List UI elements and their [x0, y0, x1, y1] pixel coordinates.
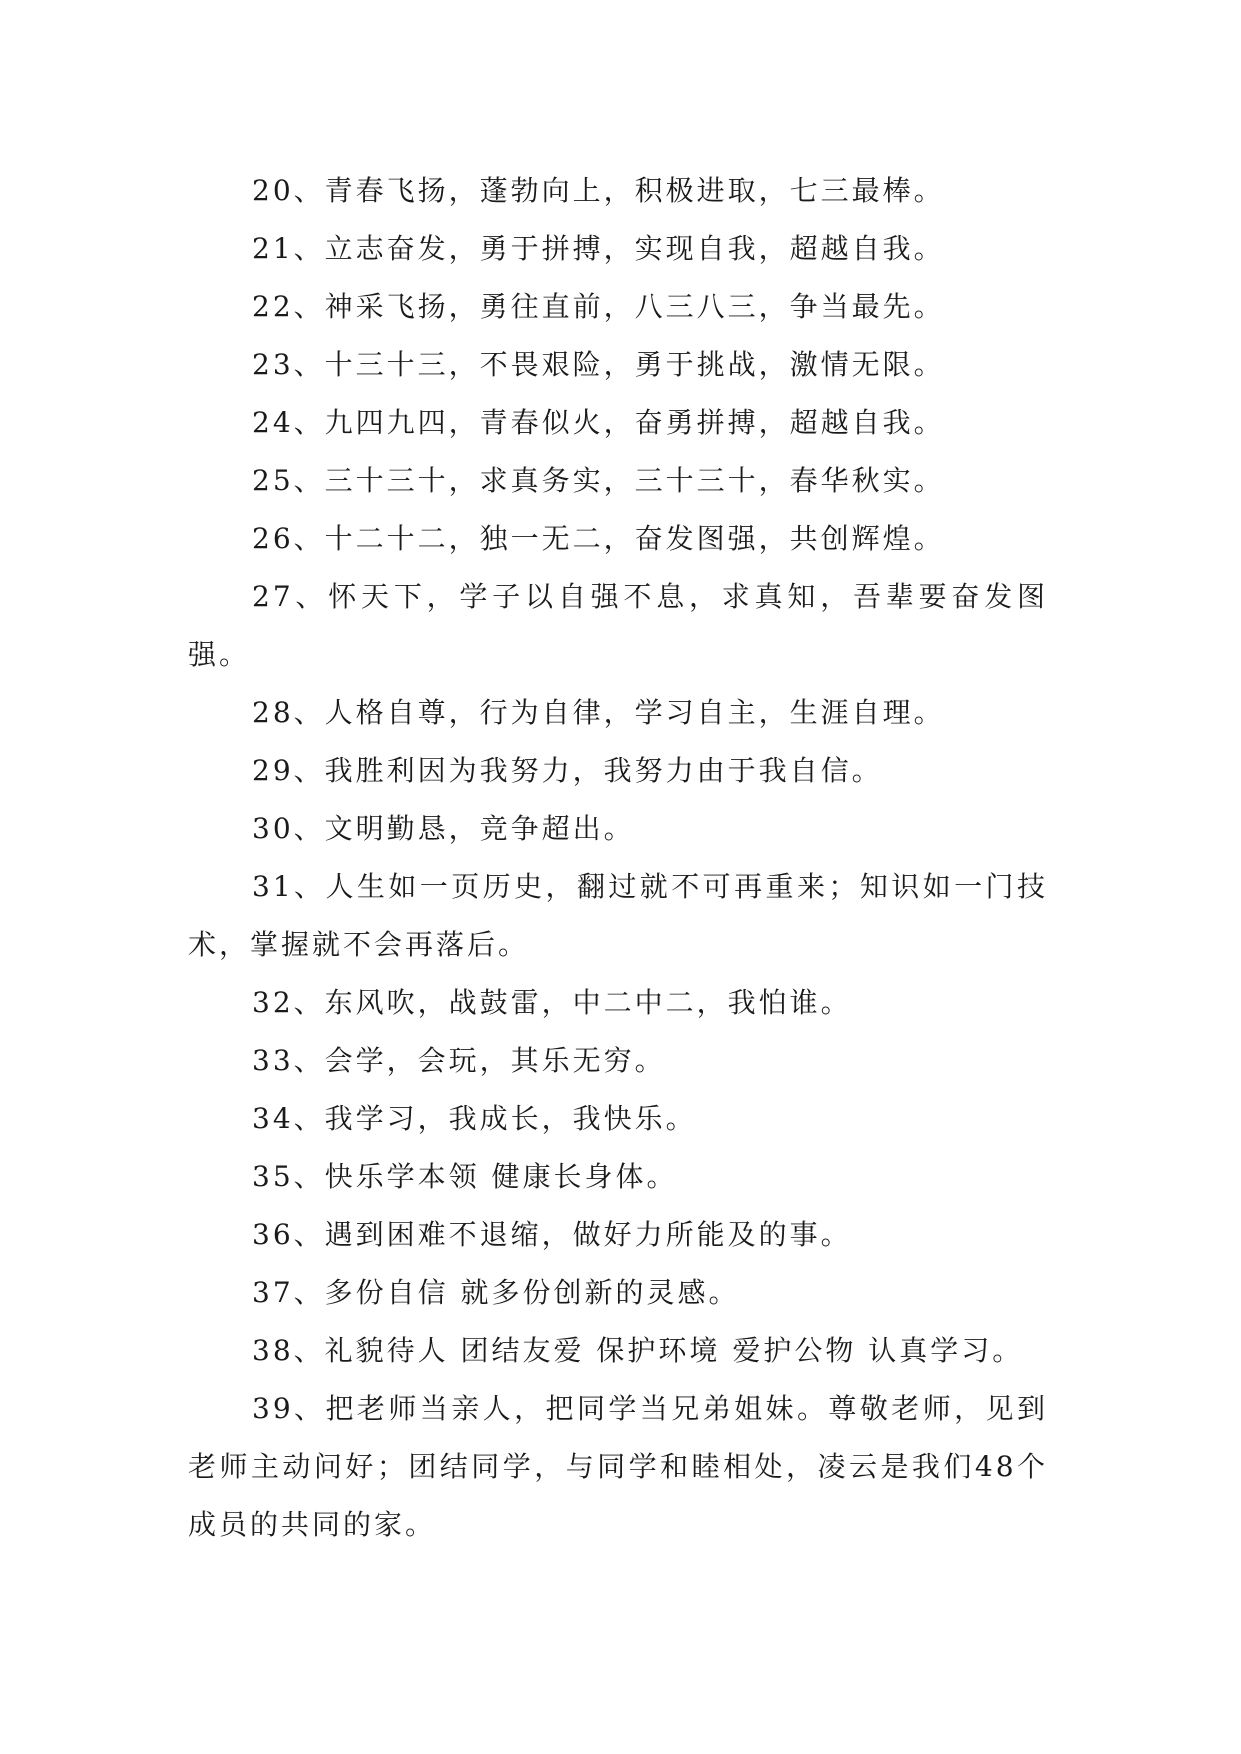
paragraph: 23、十三十三，不畏艰险，勇于挑战，激情无限。 — [252, 348, 945, 381]
paragraph: 39、把老师当亲人，把同学当兄弟姐妹。尊敬老师，见到老师主动问好；团结同学，与同学和睦相处，凌云是我们48个成员的共同的家。 — [188, 1392, 1048, 1541]
document-body — [188, 162, 1048, 1554]
paragraph: 27、怀天下，学子以自强不息，求真知，吾辈要奋发图强。 — [188, 580, 1048, 671]
paragraph: 38、礼貌待人 团结友爱 保护环境 爱护公物 认真学习。 — [252, 1334, 1024, 1367]
paragraph: 34、我学习，我成长，我快乐。 — [252, 1102, 697, 1135]
paragraph: 24、九四九四，青春似火，奋勇拼搏，超越自我。 — [252, 406, 945, 439]
paragraph: 21、立志奋发，勇于拼搏，实现自我，超越自我。 — [252, 232, 945, 265]
paragraph: 25、三十三十，求真务实，三十三十，春华秋实。 — [252, 464, 945, 497]
paragraph: 26、十二十二，独一无二，奋发图强，共创辉煌。 — [252, 522, 945, 555]
paragraph: 20、青春飞扬，蓬勃向上，积极进取，七三最棒。 — [252, 174, 945, 207]
paragraph: 36、遇到困难不退缩，做好力所能及的事。 — [252, 1218, 852, 1251]
paragraph: 32、东风吹，战鼓雷，中二中二，我怕谁。 — [252, 986, 852, 1019]
paragraph: 22、神采飞扬，勇往直前，八三八三，争当最先。 — [252, 290, 945, 323]
paragraph: 31、人生如一页历史，翻过就不可再重来；知识如一门技术，掌握就不会再落后。 — [188, 870, 1048, 961]
paragraph: 29、我胜利因为我努力，我努力由于我自信。 — [252, 754, 883, 787]
paragraph: 35、快乐学本领 健康长身体。 — [252, 1160, 678, 1193]
paragraph: 33、会学，会玩，其乐无穷。 — [252, 1044, 666, 1077]
paragraph: 37、多份自信 就多份创新的灵感。 — [252, 1276, 740, 1309]
paragraph: 30、文明勤恳，竞争超出。 — [252, 812, 635, 845]
paragraph: 28、人格自尊，行为自律，学习自主，生涯自理。 — [252, 696, 945, 729]
